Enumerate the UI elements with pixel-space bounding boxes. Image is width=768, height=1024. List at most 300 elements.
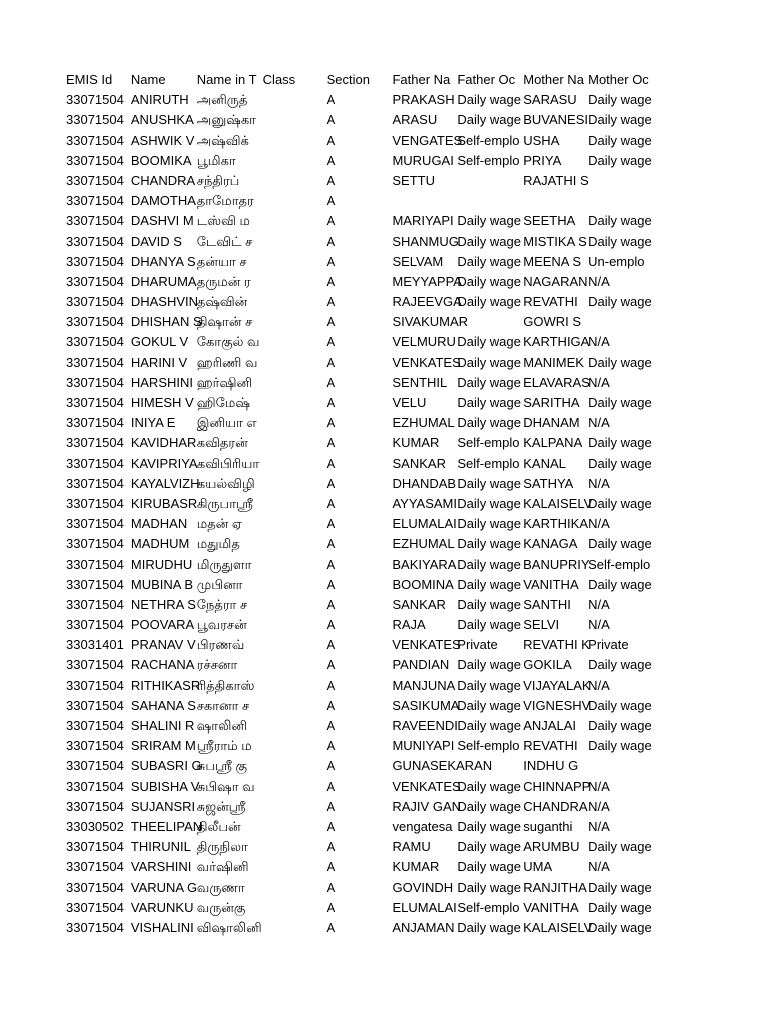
cell-mother-occupation: Daily wage [588, 697, 652, 713]
cell-father-occupation: Daily wage [457, 859, 521, 875]
cell-section: A [326, 172, 336, 188]
cell-class [263, 696, 327, 716]
cell-emis-id: 33071504 [66, 718, 124, 733]
cell-name: VISHALINI [130, 919, 194, 935]
cell-name: RACHANA [130, 657, 195, 673]
cell-name: MIRUDHU [130, 556, 193, 572]
cell-class [263, 635, 327, 655]
cell-emis-id: 33071504 [66, 899, 124, 915]
cell-mother-occupation: Daily wage [588, 92, 652, 108]
cell-mother-name: SARITHA [523, 395, 580, 410]
cell-emis-id: 33071504 [66, 617, 124, 633]
cell-emis-id: 33071504 [66, 152, 124, 168]
cell-father-name [392, 191, 457, 211]
cell-emis-id: 33071504 [66, 657, 124, 673]
cell-name-tamil: வர்ஷினி [196, 859, 249, 875]
cell-emis-id: 33071504 [66, 294, 124, 310]
cell-mother-name: KALAISELV [523, 919, 593, 935]
cell-section: A [326, 193, 336, 209]
cell-emis-id: 33071504 [66, 919, 124, 935]
cell-father-occupation: Daily wage [457, 294, 522, 310]
cell-name: THEELIPAN [130, 818, 203, 834]
cell-mother-name: USHA [523, 132, 560, 148]
cell-mother-name: KALAISELV [523, 495, 593, 511]
cell-class [263, 171, 327, 191]
cell-name: MUBINA B [130, 576, 194, 592]
cell-father-name: KUMAR [392, 859, 440, 875]
cell-emis-id: 33071504 [66, 495, 124, 511]
cell-class [263, 777, 327, 797]
table-row [66, 817, 652, 837]
cell-class [263, 716, 327, 736]
cell-father-occupation: Daily wage [457, 213, 521, 229]
table-row [66, 595, 652, 615]
cell-section: A [326, 798, 336, 814]
cell-name-tamil: தருமன் ர [196, 273, 251, 289]
table-row [66, 655, 652, 675]
cell-name-tamil: ஹிமேஷ் [196, 395, 250, 410]
cell-father-occupation: Daily wage [457, 576, 521, 592]
cell-class [263, 312, 327, 332]
cell-name-tamil: டேவிட் ச [196, 233, 253, 249]
cell-father-name: PRAKASH [392, 92, 455, 108]
cell-mother-name: RANJITHA [523, 879, 587, 895]
cell-mother-occupation: Daily wage [588, 455, 652, 471]
cell-name: GOKUL V [130, 334, 189, 350]
cell-class [263, 474, 327, 494]
table-row [66, 110, 652, 130]
cell-mother-occupation: N/A [588, 374, 610, 390]
cell-mother-occupation: Daily wage [588, 213, 652, 229]
table-row [66, 676, 652, 696]
cell-mother-name: SEETHA [523, 213, 576, 229]
cell-mother-name: SATHYA [523, 475, 574, 491]
cell-mother-name: GOKILA [523, 657, 572, 673]
cell-class [263, 837, 327, 857]
cell-section: A [326, 455, 336, 471]
table-row [66, 131, 652, 151]
cell-name-tamil: கவிதரன் [196, 435, 248, 451]
column-header-mother-occupation: Mother Oc [588, 72, 649, 87]
table-row [66, 413, 652, 433]
cell-section: A [326, 617, 336, 633]
cell-mother-name: RAJATHI S [523, 172, 589, 188]
cell-father-occupation: Self-emplo [457, 435, 520, 451]
cell-name: ASHWIK V [130, 132, 195, 148]
cell-name: SUBISHA V [130, 778, 200, 794]
cell-name: SUJANSRI [130, 798, 196, 814]
cell-mother-occupation: N/A [588, 617, 610, 633]
cell-name: HARSHINI [130, 374, 193, 390]
cell-mother-name: VANITHA [523, 576, 579, 592]
cell-mother-occupation: Daily wage [588, 395, 652, 410]
cell-emis-id: 33071504 [66, 455, 124, 471]
cell-name: KAVIDHAR [130, 435, 197, 451]
cell-mother-name: CHANDRA [523, 798, 588, 814]
cell-father-occupation: Daily wage [457, 415, 521, 431]
cell-mother-name: KARTHIGA [523, 334, 590, 350]
cell-section: A [326, 334, 336, 350]
cell-emis-id: 33071504 [66, 677, 124, 693]
cell-name: KAVIPRIYA [130, 455, 198, 471]
table-row [66, 272, 652, 292]
column-header-name-tamil: Name in T [196, 72, 257, 87]
cell-name: SAHANA S [130, 697, 196, 713]
cell-mother-occupation: Daily wage [588, 132, 652, 148]
cell-name: RITHIKASR [130, 677, 201, 693]
cell-father-name: MUNIYAPI [392, 738, 455, 754]
cell-father-name: VENKATES [392, 778, 461, 794]
cell-emis-id: 33071504 [66, 516, 124, 532]
cell-section: A [326, 899, 336, 915]
cell-father-name: SANKAR [392, 455, 446, 471]
column-header-father-name: Father Na [392, 72, 451, 87]
cell-father-occupation: Daily wage [457, 233, 521, 249]
cell-father-name: SETTU [392, 172, 435, 188]
cell-section: A [326, 253, 336, 269]
cell-name-tamil: திருநிலா [196, 839, 248, 855]
cell-mother-occupation: N/A [588, 778, 610, 794]
cell-mother-occupation: Daily wage [588, 536, 652, 552]
cell-section: A [326, 152, 336, 168]
cell-name-tamil: நேத்ரா ச [196, 596, 248, 612]
cell-father-name: MEYYAPPA [392, 273, 462, 289]
cell-mother-occupation: Daily wage [588, 839, 652, 855]
cell-section: A [326, 859, 336, 875]
table-row [66, 151, 652, 171]
table-row [66, 857, 652, 877]
cell-name: MADHUM [130, 536, 190, 552]
table-row [66, 252, 652, 272]
cell-mother-name: suganthi [523, 818, 573, 834]
cell-mother-occupation: N/A [588, 516, 610, 532]
cell-father-occupation: Daily wage [457, 798, 521, 814]
cell-father-occupation: Daily wage [457, 596, 521, 612]
table-row [66, 716, 652, 736]
cell-name-tamil: மிருதுளா [196, 556, 252, 572]
cell-section: A [326, 778, 336, 794]
cell-father-name: PANDIAN [392, 657, 450, 673]
cell-father-name: GUNASEKARAN [392, 758, 493, 774]
cell-mother-occupation [588, 756, 652, 776]
cell-section: A [326, 314, 336, 330]
cell-class [263, 797, 327, 817]
table-row [66, 454, 652, 474]
cell-name: SUBASRI G [130, 758, 202, 774]
cell-name-tamil: சகானா ச [196, 697, 250, 713]
cell-name: DAVID S [130, 233, 182, 249]
cell-class [263, 615, 327, 635]
cell-class [263, 110, 327, 130]
cell-name-tamil: பூவரசன் [196, 617, 247, 633]
cell-father-name: BOOMINA [392, 576, 454, 592]
cell-father-occupation: Self-emplo [457, 152, 520, 168]
cell-mother-occupation: N/A [588, 798, 610, 814]
cell-class [263, 413, 327, 433]
cell-emis-id: 33071504 [66, 798, 124, 814]
table-row [66, 777, 652, 797]
cell-father-occupation: Private [457, 637, 498, 653]
cell-name-tamil: ஷாலினி [196, 718, 247, 733]
cell-emis-id: 33071504 [66, 233, 124, 249]
cell-mother-name: ARUMBU [523, 839, 580, 855]
cell-emis-id: 33071504 [66, 738, 124, 754]
cell-class [263, 454, 327, 474]
table-row [66, 555, 652, 575]
cell-name: PRANAV V [130, 637, 196, 653]
cell-father-name: ELUMALAI [392, 516, 457, 532]
cell-name-tamil: அனிருத் [196, 92, 248, 108]
cell-father-occupation: Daily wage [457, 536, 521, 552]
cell-name-tamil: திலீபன் [196, 818, 241, 834]
cell-father-occupation: Daily wage [457, 697, 521, 713]
cell-father-name: RAJEEVGA [392, 294, 462, 310]
cell-father-name: VELU [392, 395, 427, 410]
cell-father-occupation: Self-emplo [457, 899, 520, 915]
cell-mother-name: PRIYA [523, 152, 562, 168]
cell-name-tamil: ஸ்ரீராம் ம [196, 738, 252, 754]
cell-emis-id: 33071504 [66, 374, 124, 390]
cell-class [263, 918, 327, 938]
cell-father-name: KUMAR [392, 435, 440, 451]
cell-class [263, 756, 327, 776]
cell-father-name: RAJIV GAN [392, 798, 461, 814]
cell-section: A [326, 879, 336, 895]
cell-father-name: GOVINDH [392, 879, 454, 895]
cell-mother-name: VANITHA [523, 899, 579, 915]
cell-mother-occupation: N/A [588, 818, 610, 834]
cell-emis-id: 33071504 [66, 697, 124, 713]
cell-name: POOVARA [130, 617, 195, 633]
cell-father-name: MANJUNA [392, 677, 456, 693]
cell-father-name: VELMURU [392, 334, 456, 350]
cell-mother-name: SELVI [523, 617, 560, 633]
cell-father-occupation: Daily wage [457, 516, 521, 532]
cell-emis-id: 33071504 [66, 435, 124, 451]
cell-mother-occupation [588, 312, 652, 332]
cell-section: A [326, 839, 336, 855]
cell-emis-id: 33071504 [66, 879, 124, 895]
cell-name: HARINI V [130, 354, 188, 370]
cell-name-tamil: அனுஷ்கா [196, 112, 256, 128]
cell-father-occupation: Self-emplo [457, 738, 520, 754]
cell-class [263, 494, 327, 514]
cell-father-occupation: Daily wage [457, 818, 521, 834]
cell-mother-occupation: Daily wage [588, 738, 652, 754]
cell-name-tamil: பூமிகா [196, 152, 236, 168]
cell-father-name: SELVAM [392, 253, 444, 269]
cell-father-name: EZHUMAL [392, 536, 455, 552]
cell-name: VARUNA G [130, 879, 198, 895]
cell-father-name: VENKATES [392, 637, 461, 653]
table-row [66, 353, 652, 373]
cell-name: DHARUMA [130, 273, 197, 289]
cell-mother-name: MANIMEK [523, 354, 584, 370]
cell-father-occupation: Daily wage [457, 919, 521, 935]
cell-emis-id: 33071504 [66, 556, 124, 572]
cell-emis-id: 33071504 [66, 596, 124, 612]
cell-emis-id: 33031401 [66, 637, 124, 653]
cell-class [263, 131, 327, 151]
cell-mother-name: INDHU G [523, 758, 579, 774]
cell-class [263, 292, 327, 312]
cell-section: A [326, 758, 336, 774]
table-row [66, 90, 652, 110]
table-row [66, 534, 652, 554]
cell-section: A [326, 738, 336, 754]
table-row [66, 575, 652, 595]
cell-class [263, 575, 327, 595]
cell-section: A [326, 112, 336, 128]
cell-father-occupation: Daily wage [457, 475, 521, 491]
cell-father-occupation: Daily wage [457, 253, 521, 269]
cell-name-tamil: மதுமித [196, 536, 240, 552]
cell-father-occupation: Daily wage [457, 273, 521, 289]
cell-mother-name: KALPANA [523, 435, 583, 451]
cell-name-tamil: கிருபாஸ்ரீ [196, 495, 253, 511]
cell-mother-occupation: N/A [588, 273, 610, 289]
cell-mother-name: BUVANESI [523, 112, 589, 128]
cell-mother-occupation: Daily wage [588, 657, 652, 673]
cell-name-tamil: வருன்கு [196, 899, 246, 915]
cell-father-name: SHANMUG [392, 233, 459, 249]
cell-mother-name: KANAGA [523, 536, 578, 552]
cell-section: A [326, 395, 336, 410]
cell-name: INIYA E [130, 415, 176, 431]
cell-father-name: ARASU [392, 112, 438, 128]
cell-father-name: DHANDAB [392, 475, 457, 491]
table-row [66, 514, 652, 534]
table-row [66, 232, 652, 252]
table-row [66, 474, 652, 494]
cell-father-name: RAVEENDI [392, 718, 458, 733]
cell-father-occupation: Daily wage [457, 92, 521, 108]
cell-class [263, 878, 327, 898]
cell-mother-name: KANAL [523, 455, 566, 471]
cell-mother-occupation: Daily wage [588, 495, 652, 511]
cell-name-tamil: தாமோதர [196, 193, 254, 209]
cell-class [263, 898, 327, 918]
cell-mother-name: ELAVARAS [523, 374, 590, 390]
cell-mother-name: MISTIKA S [523, 233, 587, 249]
cell-section: A [326, 354, 336, 370]
cell-class [263, 655, 327, 675]
cell-name-tamil: விஷாலினி [196, 919, 262, 935]
cell-mother-name [523, 191, 588, 211]
cell-section: A [326, 718, 336, 733]
table-row [66, 878, 652, 898]
cell-name: NETHRA S [130, 596, 196, 612]
cell-mother-occupation: Daily wage [588, 576, 652, 592]
cell-name-tamil: முபினா [196, 576, 243, 592]
cell-name-tamil: கவிபிரியா [196, 455, 260, 471]
cell-father-occupation: Daily wage [457, 718, 521, 733]
cell-mother-occupation: Daily wage [588, 233, 652, 249]
cell-name: DAMOTHA [130, 193, 196, 209]
cell-section: A [326, 516, 336, 532]
cell-mother-name: VIJAYALAK [523, 677, 591, 693]
cell-class [263, 433, 327, 453]
cell-section: A [326, 294, 336, 310]
cell-section: A [326, 435, 336, 451]
cell-section: A [326, 233, 336, 249]
table-row [66, 191, 652, 211]
cell-class [263, 151, 327, 171]
cell-name-tamil: கோகுல் வ [196, 334, 260, 350]
cell-class [263, 555, 327, 575]
cell-name-tamil: சுபஸ்ரீ கு [196, 758, 248, 774]
cell-name: DASHVI M [130, 213, 194, 229]
cell-section: A [326, 677, 336, 693]
cell-father-name: EZHUMAL [392, 415, 455, 431]
table-row [66, 837, 652, 857]
cell-father-occupation [457, 312, 523, 332]
table-row [66, 494, 652, 514]
cell-name: DHASHVIN [130, 294, 199, 310]
cell-emis-id: 33071504 [66, 92, 124, 108]
cell-father-occupation: Self-emplo [457, 132, 520, 148]
cell-mother-occupation: Daily wage [588, 354, 652, 370]
cell-name-tamil: திஷான் ச [196, 314, 253, 330]
table-row [66, 332, 652, 352]
cell-name-tamil: தன்யா ச [196, 253, 247, 269]
cell-father-occupation: Daily wage [457, 495, 521, 511]
cell-mother-name: REVATHI [523, 738, 578, 754]
cell-father-name: ELUMALAI [392, 899, 457, 915]
cell-father-name: MURUGAI [392, 152, 454, 168]
cell-father-occupation: Daily wage [457, 677, 521, 693]
cell-mother-name: DHANAM [523, 415, 580, 431]
cell-class [263, 676, 327, 696]
cell-name: ANUSHKA [130, 112, 194, 128]
cell-class [263, 736, 327, 756]
cell-mother-name: SARASU [523, 92, 577, 108]
cell-section: A [326, 919, 336, 935]
cell-mother-name: MEENA S [523, 253, 582, 269]
cell-emis-id: 33071504 [66, 273, 124, 289]
cell-emis-id: 33071504 [66, 839, 124, 855]
cell-emis-id: 33071504 [66, 253, 124, 269]
cell-mother-occupation: N/A [588, 677, 610, 693]
cell-section: A [326, 596, 336, 612]
cell-emis-id: 33071504 [66, 576, 124, 592]
column-header-emis-id: EMIS Id [66, 72, 113, 87]
cell-father-name: SASIKUMA [392, 697, 460, 713]
table-row [66, 756, 652, 776]
table-row [66, 373, 652, 393]
cell-name-tamil: ரித்திகாஸ் [196, 677, 255, 693]
cell-section: A [326, 475, 336, 491]
cell-class [263, 332, 327, 352]
cell-emis-id: 33071504 [66, 172, 124, 188]
cell-mother-name: KARTHIKA [523, 516, 589, 532]
cell-name: KAYALVIZH [130, 475, 200, 491]
cell-mother-occupation [588, 171, 652, 191]
cell-name: HIMESH V [130, 395, 194, 410]
table-row [66, 433, 652, 453]
cell-section: A [326, 556, 336, 572]
cell-father-occupation: Daily wage [457, 354, 521, 370]
cell-class [263, 90, 327, 110]
cell-mother-occupation: Daily wage [588, 718, 652, 733]
cell-name-tamil: ஹரிணி வ [196, 354, 258, 370]
cell-emis-id: 33071504 [66, 395, 124, 410]
cell-class [263, 353, 327, 373]
cell-name-tamil: ஹர்ஷினி [196, 374, 253, 390]
cell-name-tamil: கயல்விழி [196, 475, 255, 491]
cell-name: VARSHINI [130, 859, 192, 875]
column-header-section: Section [326, 72, 370, 87]
